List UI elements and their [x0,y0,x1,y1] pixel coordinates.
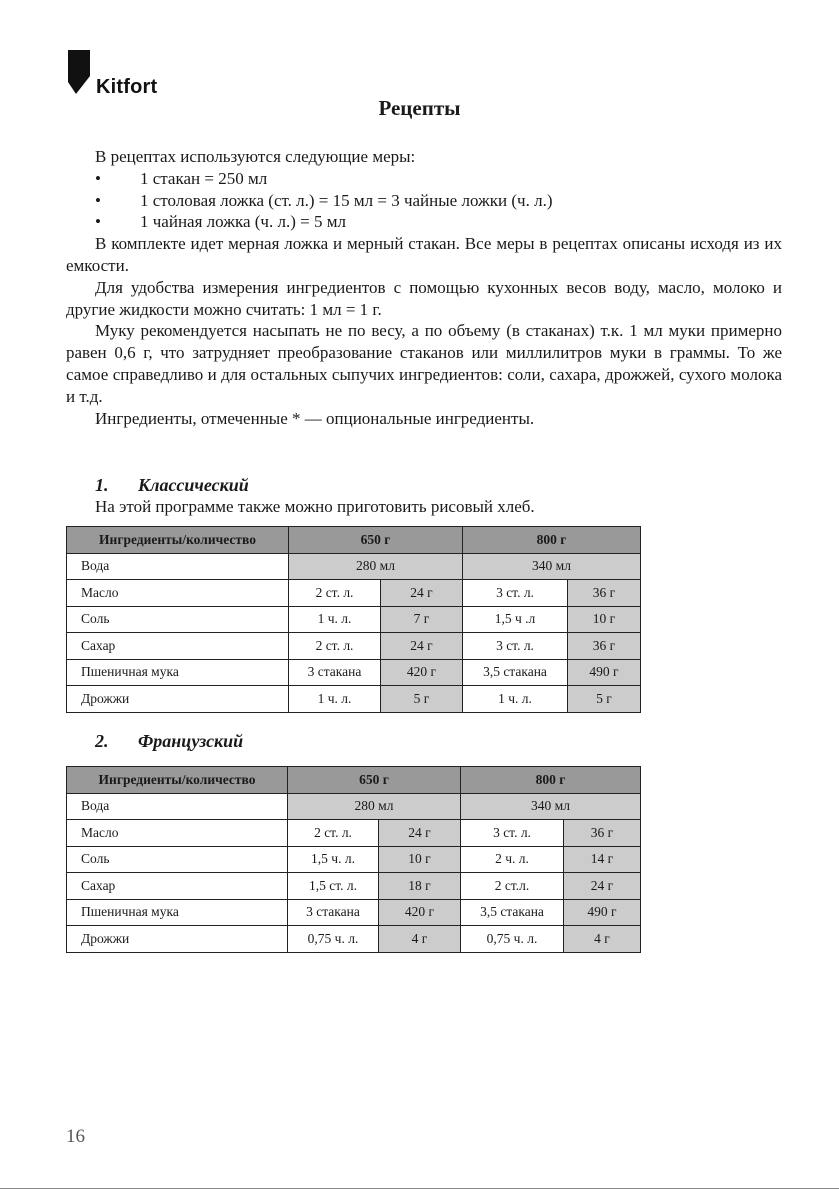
table-row [67,820,641,847]
measure-cell: 2 ст.л. [461,873,564,900]
intro-paragraph: Ингредиенты, отмеченные * — опциональные ингредиенты. [95,408,535,428]
recipe-table [66,766,641,953]
measure-cell: 2 ст. л. [289,633,381,660]
weight-cell: 24 г [381,633,463,660]
header-cell: 800 г [461,767,641,794]
ingredient-cell: Масло [67,820,288,847]
measure-cell: 3 ст. л. [461,820,564,847]
table-row [67,846,641,873]
measure-cell: 3 ст. л. [463,580,568,607]
weight-cell: 36 г [568,633,641,660]
ingredient-cell: Пшеничная мука [67,659,289,686]
header-cell: Ингредиенты/количество [67,767,288,794]
weight-cell: 24 г [564,873,641,900]
ingredient-cell: Масло [67,580,289,607]
intro-paragraph: Для удобства измерения ингредиентов с помощью кухонных весов воду, масло, молоко и другие жидкости можно считать: 1 мл = 1 г. [66,277,782,319]
measure-cell: 1 ч. л. [289,686,381,713]
measure-cell: 2 ст. л. [289,580,381,607]
page-title: Рецепты [378,96,461,120]
weight-cell: 18 г [379,873,461,900]
ingredient-cell: Соль [67,846,288,873]
header-cell: 800 г [463,527,641,554]
recipe-name: Классический [138,475,249,495]
header-cell: 650 г [288,767,461,794]
ingredient-cell: Пшеничная мука [67,899,288,926]
bullet-item: • 1 чайная ложка (ч. л.) = 5 мл [95,212,346,232]
intro-section [66,146,782,429]
intro-paragraph: Муку рекомендуется насыпать не по весу, а по объему (в стаканах) т.к. 1 мл муки примерно равен 0,6 г, что затрудняет преобразование стаканов или миллилитров муки в граммы. То же самое справедливо и для остальных сыпучих ингредиентов: соли, сахара, дрожжей, сухого молока и т.д. [66,321,782,406]
bullet-item: • 1 столовая ложка (ст. л.) = 15 мл = 3 чайные ложки (ч. л.) [95,190,553,210]
weight-cell: 24 г [379,820,461,847]
recipe-heading [95,475,249,496]
table-row [67,633,641,660]
recipe-number: 1. [95,475,109,495]
measure-cell: 3 ст. л. [463,633,568,660]
table-row [67,606,641,633]
measure-cell: 1,5 ч .л [463,606,568,633]
measure-cell: 3,5 стакана [463,659,568,686]
amount-cell: 340 мл [461,793,641,820]
weight-cell: 420 г [381,659,463,686]
measure-cell: 0,75 ч. л. [461,926,564,953]
amount-cell: 340 мл [463,553,641,580]
weight-cell: 5 г [568,686,641,713]
table-row [67,553,641,580]
weight-cell: 5 г [381,686,463,713]
table-row [67,580,641,607]
brand-name: Kitfort [96,76,158,98]
measure-cell: 1 ч. л. [463,686,568,713]
measure-cell: 1,5 ч. л. [288,846,379,873]
ingredient-cell: Дрожжи [67,926,288,953]
measure-cell: 1,5 ст. л. [288,873,379,900]
weight-cell: 490 г [568,659,641,686]
intro-paragraph: В комплекте идет мерная ложка и мерный стакан. Все меры в рецептах описаны исходя из их емкости. [66,234,782,275]
table-row [67,926,641,953]
weight-cell: 10 г [379,846,461,873]
weight-cell: 36 г [568,580,641,607]
recipe-number: 2. [95,731,109,751]
weight-cell: 10 г [568,606,641,633]
table-row [67,686,641,713]
weight-cell: 4 г [379,926,461,953]
measure-cell: 3,5 стакана [461,899,564,926]
ingredient-cell: Дрожжи [67,686,289,713]
ingredient-cell: Сахар [67,633,289,660]
weight-cell: 24 г [381,580,463,607]
header-cell: Ингредиенты/количество [67,527,289,554]
amount-cell: 280 мл [288,793,461,820]
page-number: 16 [66,1126,85,1147]
table-row [67,793,641,820]
weight-cell: 420 г [379,899,461,926]
table-row [67,899,641,926]
brand-logo [66,50,186,98]
measure-cell: 3 стакана [288,899,379,926]
weight-cell: 4 г [564,926,641,953]
table-row [67,873,641,900]
bullet-item: • 1 стакан = 250 мл [95,168,268,188]
weight-cell: 490 г [564,899,641,926]
recipe-table [66,526,641,713]
measure-cell: 2 ст. л. [288,820,379,847]
recipe-note: На этой программе также можно приготовить рисовый хлеб. [95,497,535,516]
measure-cell: 0,75 ч. л. [288,926,379,953]
kitfort-logo-icon [66,50,90,94]
intro-lead: В рецептах используются следующие меры: [95,147,416,166]
weight-cell: 14 г [564,846,641,873]
measure-cell: 1 ч. л. [289,606,381,633]
ingredient-cell: Соль [67,606,289,633]
ingredient-cell: Вода [67,793,288,820]
weight-cell: 36 г [564,820,641,847]
weight-cell: 7 г [381,606,463,633]
ingredient-cell: Вода [67,553,289,580]
recipe-heading [95,731,243,752]
table-row [67,659,641,686]
measure-cell: 3 стакана [289,659,381,686]
recipe-name: Французский [138,731,244,751]
ingredient-cell: Сахар [67,873,288,900]
table-header-row [67,527,641,554]
header-cell: 650 г [289,527,463,554]
measure-cell: 2 ч. л. [461,846,564,873]
table-header-row [67,767,641,794]
amount-cell: 280 мл [289,553,463,580]
